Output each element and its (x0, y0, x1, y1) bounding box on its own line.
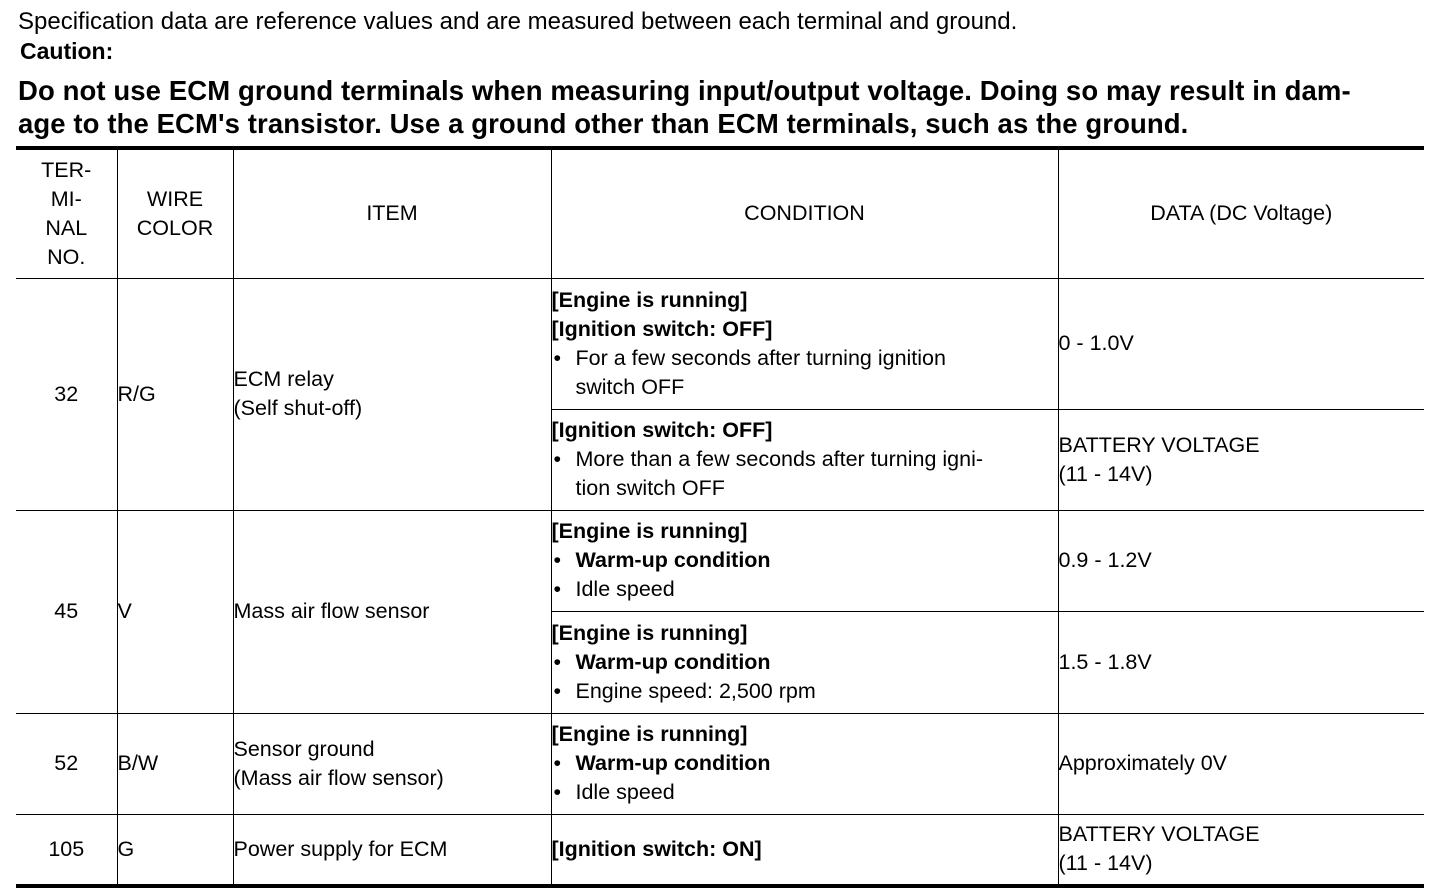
wire-color: R/G (117, 278, 233, 510)
terminal-no: 32 (16, 278, 117, 510)
terminal-no: 45 (16, 510, 117, 713)
header-row (16, 148, 1424, 278)
condition-bullet: • Warm-up condition (552, 648, 1058, 677)
data-line: 0 - 1.0V (1058, 331, 1134, 355)
table-row (16, 510, 1424, 611)
data-value (1058, 611, 1424, 713)
condition-heading: [Engine is running] (551, 519, 748, 543)
data-line: 1.5 - 1.8V (1058, 649, 1152, 674)
terminal-no: 105 (16, 814, 117, 886)
item-line: (Mass air flow sensor) (233, 765, 444, 790)
caution-message (18, 74, 1430, 140)
condition-bullet: • Warm-up condition (552, 546, 1058, 575)
intro-text: Specification data are reference values and are measured between each terminal and ground. (18, 8, 1018, 35)
wire-color: B/W (117, 713, 233, 814)
data-value (1058, 409, 1424, 510)
header-data: DATA (DC Voltage) (1058, 148, 1424, 278)
data-value (1058, 510, 1424, 611)
table-row (16, 278, 1424, 409)
header-item: ITEM (233, 148, 551, 278)
table-row (16, 814, 1424, 886)
condition-cell (551, 409, 1058, 510)
item-line: (Self shut-off) (233, 396, 363, 420)
item-name (233, 510, 551, 713)
item-line: Sensor ground (233, 736, 375, 761)
item-name (233, 713, 551, 814)
header-wire-color (117, 148, 233, 278)
data-line: BATTERY VOLTAGE (1058, 432, 1260, 457)
ecm-terminal-spec-table (16, 146, 1424, 888)
header-line: NO. (47, 244, 86, 269)
caution-label: Caution: (20, 38, 114, 64)
condition-heading: [Engine is running] (551, 722, 748, 746)
data-line: (11 - 14V) (1058, 461, 1153, 486)
data-line: 0.9 - 1.2V (1058, 548, 1152, 572)
data-value (1058, 278, 1424, 409)
header-line: COLOR (136, 215, 214, 240)
header-terminal-no (16, 148, 117, 278)
caution-line: age to the ECM's transistor. Use a ground other than ECM terminals, such as the ground. (18, 108, 1189, 139)
condition-continuation: switch OFF (575, 374, 685, 399)
item-name (233, 814, 551, 886)
header-condition: CONDITION (551, 148, 1058, 278)
condition-bullet: • Engine speed: 2,500 rpm (552, 677, 1058, 706)
terminal-no: 52 (16, 713, 117, 814)
condition-heading: [Engine is running] (551, 287, 748, 312)
wire-color: G (117, 814, 233, 886)
item-line: Power supply for ECM (233, 836, 448, 861)
data-line: Approximately 0V (1058, 751, 1227, 775)
data-line: (11 - 14V) (1058, 851, 1153, 876)
data-line: BATTERY VOLTAGE (1058, 822, 1260, 847)
item-line: ECM relay (233, 367, 334, 391)
condition-heading: [Ignition switch: OFF] (551, 418, 773, 442)
header-line: MI- (50, 186, 82, 211)
data-value (1058, 814, 1424, 886)
table-row (16, 713, 1424, 814)
header-line: WIRE (146, 186, 204, 211)
condition-continuation: tion switch OFF (575, 476, 725, 500)
item-name (233, 278, 551, 510)
item-line: Mass air flow sensor (233, 599, 430, 623)
condition-cell (551, 814, 1058, 886)
condition-cell (551, 510, 1058, 611)
caution-line: Do not use ECM ground terminals when measuring input/output voltage. Doing so may result in dam- (18, 75, 1351, 106)
condition-cell (551, 278, 1058, 409)
condition-bullet: • For a few seconds after turning ignition (552, 344, 1058, 373)
condition-cell (551, 611, 1058, 713)
condition-bullet: • Warm-up condition (552, 749, 1058, 778)
condition-bullet: • Idle speed (552, 575, 1058, 604)
condition-heading: [Engine is running] (551, 620, 748, 645)
header-line: TER- (41, 157, 92, 182)
condition-heading: [Ignition switch: OFF] (551, 316, 773, 341)
header-line: NAL (45, 215, 88, 240)
condition-cell (551, 713, 1058, 814)
condition-heading: [Ignition switch: ON] (551, 836, 762, 861)
wire-color: V (117, 510, 233, 713)
data-value (1058, 713, 1424, 814)
condition-bullet: • Idle speed (552, 778, 1058, 807)
condition-bullet: • More than a few seconds after turning igni- (552, 445, 1058, 474)
